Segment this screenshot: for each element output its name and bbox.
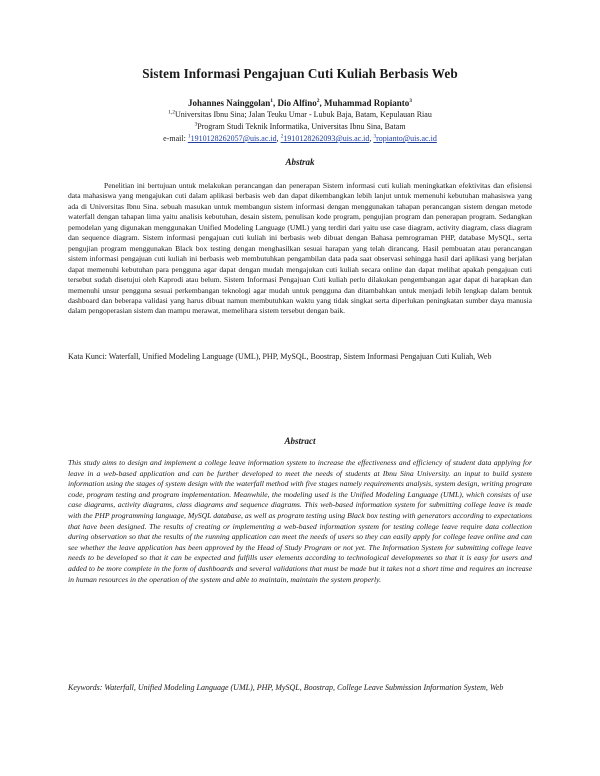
email-address: 1910128262057@uis.ac.id: [190, 134, 277, 143]
affiliation-sup: 1,2: [168, 109, 176, 116]
author-name: Johannes Nainggolan: [187, 98, 271, 108]
keywords: Keywords: Waterfall, Unified Modeling Language (UML), PHP, MySQL, Boostrap, College Leave Submission Information System, Web: [68, 683, 504, 692]
affiliation-sup: 3: [194, 121, 198, 128]
author-name: Dio Alfino: [277, 98, 317, 108]
email-line: e-mail: $^1$1910128262057@uis.ac.id, $^2$1910128262093@uis.ac.id, $^3$ropianto@uis.ac.id: [163, 133, 437, 143]
affiliation-text: Universitas Ibnu Sina; Jalan Teuku Umar - Lubuk Baja, Batam, Kepulauan Riau: [175, 110, 432, 119]
email-link[interactable]: [281, 134, 370, 143]
abstrak-paragraph: Penelitian ini bertujuan untuk melakukan perancangan dan penerapan Sistem informasi cuti kuliah meningkatkan efektivitas dan efisiensi data mahasiswa yang mengajukan cuti dalam aplikasi berbasis web dan dapat dikembangkan lebih lanjut untuk memenuhi kebutuhan mahasiswa yang ada di Universitas Ibnu Sina. sebuah masukan untuk membangun sistem informasi dengan menggunakan tahapan perancangan sistem dengan metode waterfall dengan tahapan lima yaitu analisis kebutuhan, desain sistem, penulisan kode program, pengujian program dan penerapan program. Sedangkan pemodelan yang digunakan menggunakan Unified Modeling Language (UML) yang terdiri dari yaitu use case diagram, activity diagram, class diagram dan sequence diagram. Sistem informasi pengajuan cuti kuliah ini berbasis web dibuat dengan Bahasa pemrograman PHP, database MySQL, serta pengujian program menggunakan Black box testing dengan menghasilkan sesuai harapan yang telah dirancang. Hasil pembuatan atau perancangan sistem informasi pengajuan cuti kuliah ini berbasis web membutuhkan pengambilan data pada saat observasi sehingga hasil dari aplikasi yang berjalan dapat memenuhi kebutuhan para pengguna agar dapat dengan mudah mengajukan cuti kuliah secara online dan dapat melihat apakah pengajuan cuti tersebut sudah disetujui oleh Kaprodi atau belum. Sistem Informasi Pengajuan Cuti kuliah perlu dilakukan pengembangan agar dapat di harapkan dan memenuhi unsur pengguna sesuai perkembangan teknologi agar mudah untuk pengguna dan ditambahkan untuk menjadi lebih lengkap dalam bentuk dashboard dan beberapa validasi yang harus dibuat namun membutuhkan waktu yang tidak singkat serta diperlukan peningkatan sumber daya manusia dalam pengoperasian sistem dan mampu merawat, memelihara sistem tersebut dengan baik.: [68, 181, 532, 316]
author-sup: 2: [316, 98, 320, 104]
email-address: ropianto@uis.ac.id: [376, 134, 437, 143]
email-prefix: e-mail:: [163, 134, 188, 143]
email-sup: 1: [187, 133, 191, 140]
email-link[interactable]: [188, 134, 277, 143]
abstract-heading: Abstract: [284, 436, 316, 446]
author-separator: ,: [319, 98, 325, 108]
affiliation: [0, 122, 600, 131]
abstrak-heading: Abstrak: [285, 157, 315, 167]
email-address: 1910128262093@uis.ac.id: [283, 134, 370, 143]
author-name: Muhammad Ropianto: [324, 98, 410, 108]
author-line: [0, 98, 600, 108]
kata-kunci: Kata Kunci: Waterfall, Unified Modeling Language (UML), PHP, MySQL, Boostrap, Sistem Informasi Pengajuan Cuti Kuliah, Web: [68, 352, 492, 361]
paper-title: Sistem Informasi Pengajuan Cuti Kuliah Berbasis Web: [142, 66, 458, 81]
author-sup: 3: [409, 98, 413, 104]
author-sup: 1: [270, 98, 273, 104]
email-sup: 3: [373, 133, 377, 140]
affiliation: [0, 110, 600, 119]
email-link[interactable]: [373, 134, 436, 143]
email-sup: 2: [280, 133, 284, 140]
author-separator: ,: [273, 98, 278, 108]
affiliation-text: Program Studi Teknik Informatika, Universitas Ibnu Sina, Batam: [197, 122, 406, 131]
abstract-paragraph: This study aims to design and implement a college leave information system to increase the effectiveness and efficiency of student data applying for leave in a web-based application and can be further developed to meet the needs of students at Ibnu Sina University. an input to build system information using the stages of system design with the waterfall method with five stages namely requirements analysis, system design, writing program code, program testing and program implementation. Meanwhile, the modeling used is the Unified Modeling Language (UML), which consists of use case diagrams, activity diagrams, class diagrams and sequence diagrams. This web-based information system for submitting college leave is made with the PHP programming language, MySQL database, as well as program testing using Black box testing with generators according to expectations that have been designed. The results of creating or implementing a web-based information system for testing college leave require data collection during observation so that the results of the running application can meet the needs of users so they can easily apply for college leave online and can see whether the leave application has been approved by the Head of Study Program or not yet. The Information System for submitting college leave needs to be developed so that it can be expected and fulfills user elements according to technological developments so that it is easy for users and added to be more complete in the form of dashboards and several validations that must be made but it takes not a short time and requires an increase in human resources in the operation of the system and able to maintain, maintain the system properly.: [68, 458, 532, 584]
